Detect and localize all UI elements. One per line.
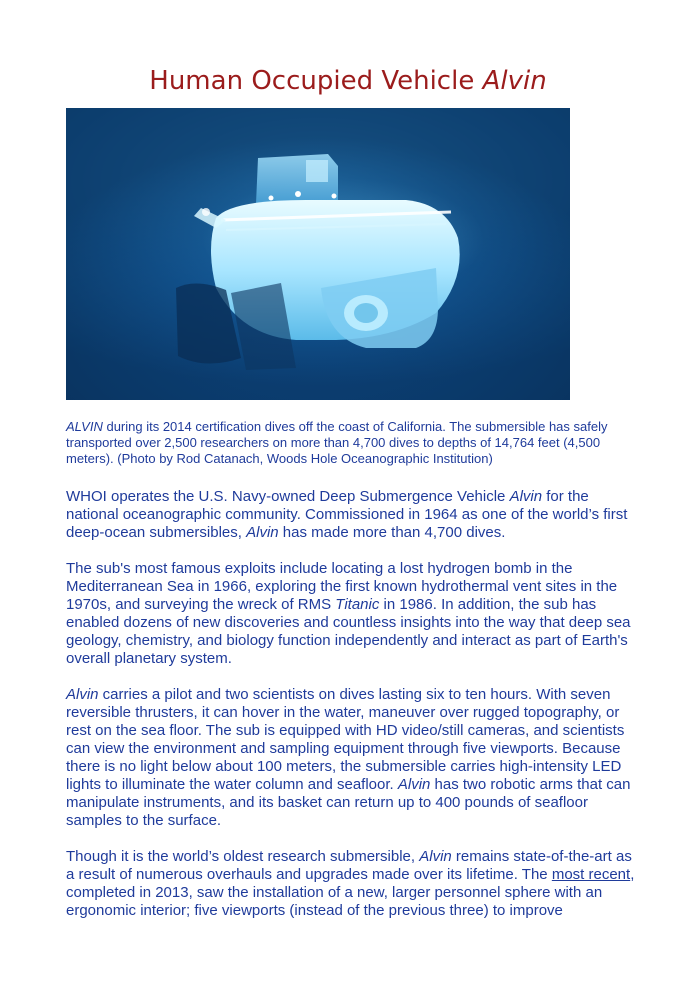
p1-text-c: for the national oceanographic community. Commissioned in 1964 as one of the world’s first deep-ocean submersibles, — [66, 488, 628, 541]
submersible-illustration — [66, 108, 570, 400]
paragraph-2 — [66, 560, 636, 668]
title-main: Human Occupied Vehicle — [149, 66, 483, 96]
p1-italic-alvin: Alvin — [509, 488, 543, 505]
photo-caption — [66, 419, 611, 467]
p3-text-b: carries a pilot and two scientists on dives lasting six to ten hours. With seven reversible thrusters, it can hover in the water, maneuver over rugged topography, or rest on the sea floor. The sub is equipped with HD video/still cameras, and scientists can view the environment and sampling equipment through five viewports. Because there is no light below about 100 meters, the submersible carries high-intensity LED lights to illuminate the water column and seafloor. — [66, 686, 625, 793]
alvin-photo — [66, 108, 570, 400]
paragraph-1 — [66, 488, 636, 542]
p4-text-a: Though it is the world’s oldest research submersible, — [66, 848, 420, 865]
p3-italic-alvin: Alvin — [66, 686, 99, 703]
p1-text-a: WHOI operates the U.S. Navy-owned Deep Submergence Vehicle — [66, 488, 510, 505]
paragraph-3 — [66, 686, 636, 830]
p1-text-e: has made more than 4,700 dives. — [278, 524, 506, 541]
caption-italic-lead: ALVIN — [66, 419, 103, 434]
p4-text-c: remains state-of-the-art as a result of numerous overhauls and upgrades made over its lifetime. The — [66, 848, 632, 883]
p2-text-a: The sub's most famous exploits include locating a lost hydrogen bomb in the Mediterranean Sea in 1966, exploring the first known hydrothermal vent sites in the 1970s, and surveying the wreck of RMS — [66, 560, 618, 613]
p4-italic-alvin: Alvin — [419, 848, 452, 865]
most-recent-link[interactable]: most recent — [551, 866, 631, 883]
p2-italic-titanic: Titanic — [335, 596, 380, 613]
p4-text-d: , completed in 2013, saw the installation of a new, larger personnel sphere with an ergonomic interior; five viewports (instead of the previous three) to improve — [66, 866, 635, 919]
page-title — [0, 66, 696, 97]
caption-text: during its 2014 certification dives off the coast of California. The submersible has safely transported over 2,500 researchers on more than 4,700 dives to depths of 14,764 feet (4,500 meters). (Photo by Rod Catanach, Woods Hole Oceanographic Institution) — [66, 419, 608, 466]
p3-italic-alvin-2: Alvin — [397, 776, 431, 793]
p3-text-d: has two robotic arms that can manipulate instruments, and its basket can return up to 400 pounds of seafloor samples to the surface. — [66, 776, 631, 829]
paragraph-4 — [66, 848, 636, 920]
title-italic: Alvin — [482, 66, 547, 96]
p2-text-c: in 1986. In addition, the sub has enabled dozens of new discoveries and countless insights into the way that deep sea geology, chemistry, and biology function independently and interact as part of Earth's overall planetary system. — [66, 596, 631, 667]
article-body — [66, 488, 636, 938]
p1-italic-alvin-2: Alvin — [246, 524, 279, 541]
